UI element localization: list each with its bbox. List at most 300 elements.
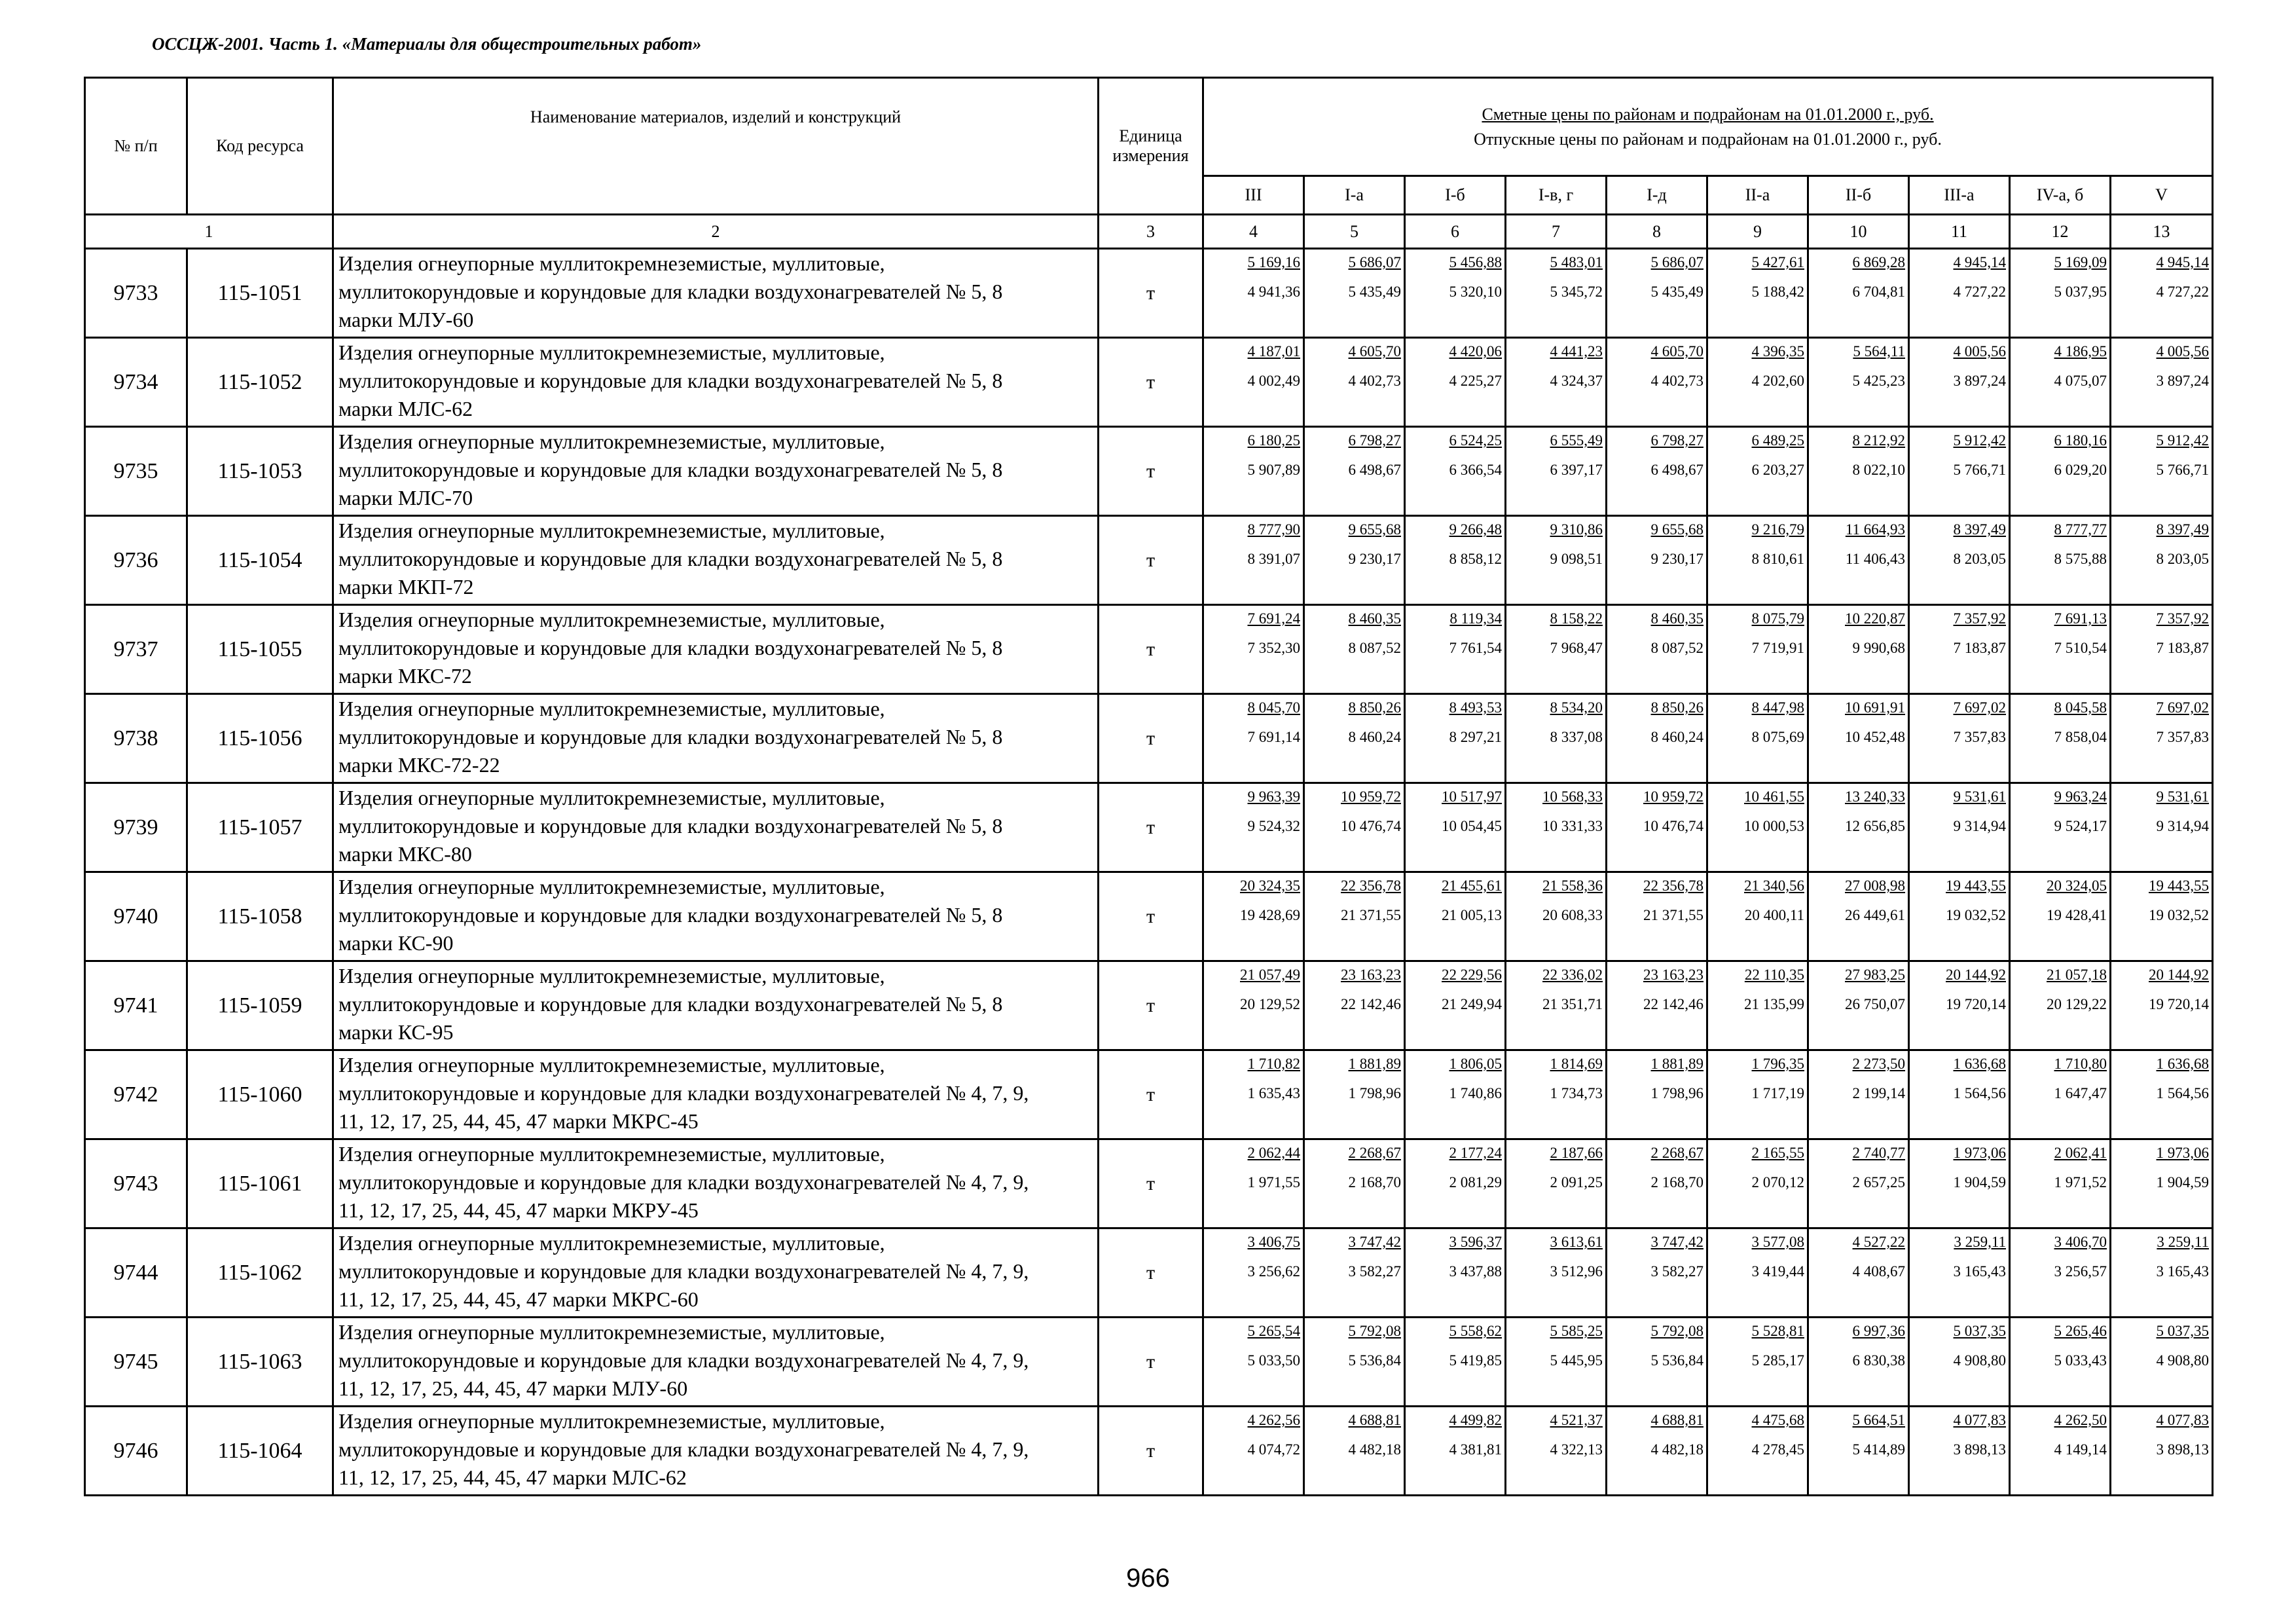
price-cell [1909, 1407, 2010, 1496]
table-row [85, 872, 2213, 961]
price-cell [1405, 1139, 1506, 1228]
table-row [85, 1050, 2213, 1139]
release-price: 2 168,70 [1650, 1174, 1704, 1190]
estimate-price: 4 262,56 [1247, 1412, 1300, 1428]
estimate-price: 8 534,20 [1550, 699, 1603, 716]
price-cell [1203, 338, 1304, 427]
region-header: III-а [1909, 176, 2010, 215]
estimate-price: 5 912,42 [2156, 432, 2210, 449]
price-cell [1405, 249, 1506, 338]
price-cell [2111, 605, 2213, 694]
release-price: 8 858,12 [1449, 551, 1502, 567]
price-cell [2010, 1139, 2111, 1228]
release-price: 20 129,22 [2047, 996, 2107, 1012]
release-price: 8 297,21 [1449, 729, 1502, 745]
release-price: 5 435,49 [1348, 284, 1401, 300]
row-number: 9743 [85, 1139, 187, 1228]
estimate-price: 7 697,02 [2156, 699, 2210, 716]
estimate-price: 19 443,55 [2149, 877, 2210, 894]
resource-code: 115-1064 [187, 1407, 333, 1496]
table-row [85, 1139, 2213, 1228]
price-cell [1304, 1407, 1405, 1496]
unit-of-measure: т [1099, 1139, 1203, 1228]
estimate-price: 4 420,06 [1449, 343, 1502, 360]
unit-of-measure: т [1099, 1318, 1203, 1407]
price-cell [1506, 1407, 1607, 1496]
release-price: 9 230,17 [1650, 551, 1704, 567]
price-cell [2010, 1318, 2111, 1407]
estimate-price: 27 008,98 [1845, 877, 1905, 894]
release-price: 5 414,89 [1852, 1441, 1905, 1458]
price-cell [1707, 694, 1808, 783]
estimate-price: 5 037,35 [2156, 1323, 2210, 1339]
estimate-price: 2 062,41 [2054, 1145, 2107, 1161]
estimate-price: 6 180,25 [1247, 432, 1300, 449]
resource-code: 115-1063 [187, 1318, 333, 1407]
estimate-price: 9 531,61 [2156, 788, 2210, 805]
release-price: 12 656,85 [1845, 818, 1905, 834]
material-name [333, 249, 1099, 338]
material-name-line: марки МКС-72 [338, 664, 472, 688]
material-name-line: муллитокорундовые и корундовые для кладки воздухонагревателей № 5, 8 [338, 992, 1003, 1016]
release-price: 4 402,73 [1348, 373, 1401, 389]
price-cell [1405, 694, 1506, 783]
price-cell [1203, 427, 1304, 516]
release-price: 3 897,24 [1953, 373, 2006, 389]
price-cell [1909, 516, 2010, 605]
estimate-price: 4 396,35 [1751, 343, 1804, 360]
release-price: 1 717,19 [1751, 1085, 1804, 1101]
table-row [85, 427, 2213, 516]
estimate-price: 5 585,25 [1550, 1323, 1603, 1339]
release-price: 8 022,10 [1852, 462, 1905, 478]
estimate-price: 6 489,25 [1751, 432, 1804, 449]
price-cell [2111, 516, 2213, 605]
price-cell [1909, 338, 2010, 427]
estimate-price: 22 356,78 [1341, 877, 1401, 894]
region-header: IV-а, б [2010, 176, 2111, 215]
price-cell [2111, 872, 2213, 961]
estimate-price: 1 636,68 [2156, 1056, 2210, 1072]
release-price: 19 720,14 [1946, 996, 2006, 1012]
material-name-line: муллитокорундовые и корундовые для кладки воздухонагревателей № 5, 8 [338, 636, 1003, 659]
row-number: 9739 [85, 783, 187, 872]
region-header: I-б [1405, 176, 1506, 215]
release-price: 4 482,18 [1650, 1441, 1704, 1458]
estimate-price: 4 945,14 [1953, 254, 2006, 270]
release-price: 2 168,70 [1348, 1174, 1401, 1190]
release-price: 4 322,13 [1550, 1441, 1603, 1458]
material-name-line: муллитокорундовые и корундовые для кладки воздухонагревателей № 4, 7, 9, [338, 1081, 1029, 1105]
material-name-line: марки МЛУ-60 [338, 308, 474, 331]
price-cell [2010, 338, 2111, 427]
estimate-price: 4 077,83 [2156, 1412, 2210, 1428]
material-name-line: 11, 12, 17, 25, 44, 45, 47 марки МКРС-60 [338, 1287, 699, 1311]
release-price: 8 075,69 [1751, 729, 1804, 745]
column-number: 10 [1808, 215, 1909, 249]
release-price: 4 324,37 [1550, 373, 1603, 389]
release-price: 8 337,08 [1550, 729, 1603, 745]
estimate-price: 7 697,02 [1953, 699, 2006, 716]
material-name-line: Изделия огнеупорные муллитокремнеземистые, муллитовые, [338, 1142, 885, 1166]
release-price: 10 476,74 [1341, 818, 1401, 834]
material-name-line: муллитокорундовые и корундовые для кладки воздухонагревателей № 4, 7, 9, [338, 1259, 1029, 1283]
estimate-price: 21 340,56 [1744, 877, 1804, 894]
material-name-line: Изделия огнеупорные муллитокремнеземистые, муллитовые, [338, 1231, 885, 1255]
material-name [333, 338, 1099, 427]
price-cell [1203, 516, 1304, 605]
estimate-price: 10 220,87 [1845, 610, 1905, 627]
price-cell [1203, 872, 1304, 961]
price-cell [1607, 961, 1707, 1050]
estimate-price: 21 558,36 [1542, 877, 1603, 894]
release-price: 4 149,14 [2054, 1441, 2107, 1458]
price-cell [1909, 872, 2010, 961]
release-price: 9 098,51 [1550, 551, 1603, 567]
price-cell [1607, 1228, 1707, 1318]
column-header-name: Наименование материалов, изделий и конструкций [333, 78, 1099, 215]
estimate-price: 1 710,82 [1247, 1056, 1300, 1072]
price-cell [1808, 427, 1909, 516]
column-number: 7 [1506, 215, 1607, 249]
price-cell [1707, 872, 1808, 961]
estimate-price: 8 850,26 [1650, 699, 1704, 716]
price-cell [1304, 872, 1405, 961]
material-name [333, 872, 1099, 961]
price-cell [1506, 427, 1607, 516]
release-price: 5 033,50 [1247, 1352, 1300, 1369]
release-price: 7 510,54 [2054, 640, 2107, 656]
column-header-unit: Единица измерения [1099, 78, 1203, 215]
material-name-line: Изделия огнеупорные муллитокремнеземистые, муллитовые, [338, 786, 885, 809]
price-cell [1808, 1228, 1909, 1318]
release-price: 6 498,67 [1348, 462, 1401, 478]
column-number: 3 [1099, 215, 1203, 249]
price-cell [1607, 249, 1707, 338]
estimate-price: 1 973,06 [2156, 1145, 2210, 1161]
column-number: 2 [333, 215, 1099, 249]
estimate-price: 4 521,37 [1550, 1412, 1603, 1428]
price-cell [2111, 783, 2213, 872]
price-cell [1607, 1318, 1707, 1407]
estimate-price: 1 881,89 [1348, 1056, 1401, 1072]
unit-of-measure: т [1099, 338, 1203, 427]
estimate-price: 7 691,24 [1247, 610, 1300, 627]
price-cell [1808, 1050, 1909, 1139]
column-number: 8 [1607, 215, 1707, 249]
price-cell [1506, 694, 1607, 783]
release-price: 1 635,43 [1247, 1085, 1300, 1101]
price-cell [1707, 1228, 1808, 1318]
estimate-price: 4 527,22 [1852, 1234, 1905, 1250]
release-price: 5 425,23 [1852, 373, 1905, 389]
release-price: 6 498,67 [1650, 462, 1704, 478]
price-cell [1707, 516, 1808, 605]
price-cell [2111, 427, 2213, 516]
column-number: 12 [2010, 215, 2111, 249]
price-cell [1304, 694, 1405, 783]
release-price: 2 081,29 [1449, 1174, 1502, 1190]
estimate-price: 3 259,11 [2157, 1234, 2210, 1250]
estimate-price: 9 655,68 [1348, 521, 1401, 538]
material-name-line: 11, 12, 17, 25, 44, 45, 47 марки МКРС-45 [338, 1109, 699, 1133]
table-row [85, 1407, 2213, 1496]
material-name-line: Изделия огнеупорные муллитокремнеземистые, муллитовые, [338, 519, 885, 542]
release-price: 1 971,55 [1247, 1174, 1300, 1190]
price-cell [1506, 249, 1607, 338]
region-header: II-а [1707, 176, 1808, 215]
price-cell [1405, 872, 1506, 961]
release-price: 26 449,61 [1845, 907, 1905, 923]
unit-of-measure: т [1099, 961, 1203, 1050]
estimate-price: 2 268,67 [1348, 1145, 1401, 1161]
row-number: 9733 [85, 249, 187, 338]
price-cell [1909, 427, 2010, 516]
material-name-line: муллитокорундовые и корундовые для кладки воздухонагревателей № 5, 8 [338, 458, 1003, 481]
row-number: 9736 [85, 516, 187, 605]
release-price: 5 419,85 [1449, 1352, 1502, 1369]
estimate-price: 8 158,22 [1550, 610, 1603, 627]
release-price: 1 564,56 [2156, 1085, 2210, 1101]
release-price: 8 810,61 [1751, 551, 1804, 567]
estimate-price: 4 005,56 [1953, 343, 2006, 360]
page-number: 966 [1126, 1564, 1170, 1593]
estimate-price: 6 798,27 [1650, 432, 1704, 449]
column-number: 1 [85, 215, 333, 249]
price-cell [2010, 872, 2111, 961]
price-cell [1707, 338, 1808, 427]
release-price: 19 032,52 [1946, 907, 2006, 923]
estimate-price: 1 796,35 [1751, 1056, 1804, 1072]
estimate-price: 8 493,53 [1449, 699, 1502, 716]
region-header: III [1203, 176, 1304, 215]
estimate-price: 5 265,54 [1247, 1323, 1300, 1339]
price-cell [2111, 1050, 2213, 1139]
release-price: 6 397,17 [1550, 462, 1603, 478]
estimate-price: 5 792,08 [1650, 1323, 1704, 1339]
release-price: 4 202,60 [1751, 373, 1804, 389]
table-row [85, 605, 2213, 694]
material-name-line: Изделия огнеупорные муллитокремнеземистые, муллитовые, [338, 875, 885, 898]
estimate-price: 5 169,16 [1247, 254, 1300, 270]
row-number: 9734 [85, 338, 187, 427]
material-name-line: муллитокорундовые и корундовые для кладки воздухонагревателей № 5, 8 [338, 547, 1003, 570]
column-number: 9 [1707, 215, 1808, 249]
material-name-line: муллитокорундовые и корундовые для кладки воздухонагревателей № 5, 8 [338, 903, 1003, 927]
estimate-price: 5 564,11 [1853, 343, 1905, 360]
estimate-price: 22 229,56 [1442, 967, 1502, 983]
release-price: 6 203,27 [1751, 462, 1804, 478]
price-cell [2111, 1139, 2213, 1228]
price-cell [1707, 961, 1808, 1050]
price-cell [1909, 961, 2010, 1050]
price-cell [1707, 249, 1808, 338]
release-price: 8 087,52 [1650, 640, 1704, 656]
price-cell [2010, 783, 2111, 872]
release-price: 5 766,71 [2156, 462, 2210, 478]
estimate-price: 7 691,13 [2054, 610, 2107, 627]
column-number: 6 [1405, 215, 1506, 249]
resource-code: 115-1057 [187, 783, 333, 872]
price-cell [1808, 694, 1909, 783]
release-price: 1 564,56 [1953, 1085, 2006, 1101]
region-header: I-в, г [1506, 176, 1607, 215]
price-cell [1707, 1139, 1808, 1228]
release-price: 3 512,96 [1550, 1263, 1603, 1280]
price-cell [1707, 1407, 1808, 1496]
release-price: 8 087,52 [1348, 640, 1401, 656]
release-price: 10 476,74 [1643, 818, 1704, 834]
estimate-price: 8 460,35 [1650, 610, 1704, 627]
material-name-line: 11, 12, 17, 25, 44, 45, 47 марки МЛУ-60 [338, 1376, 688, 1400]
estimate-price: 8 212,92 [1852, 432, 1905, 449]
release-price: 8 460,24 [1650, 729, 1704, 745]
estimate-price: 20 324,05 [2047, 877, 2107, 894]
estimate-price: 4 605,70 [1348, 343, 1401, 360]
price-cell [2111, 694, 2213, 783]
release-price: 5 445,95 [1550, 1352, 1603, 1369]
material-name [333, 1318, 1099, 1407]
material-name [333, 516, 1099, 605]
estimate-price: 5 456,88 [1449, 254, 1502, 270]
release-price: 1 740,86 [1449, 1085, 1502, 1101]
material-name [333, 783, 1099, 872]
price-cell [1506, 1228, 1607, 1318]
price-cell [1607, 783, 1707, 872]
price-cell [1808, 605, 1909, 694]
release-price: 19 428,69 [1240, 907, 1300, 923]
column-number: 13 [2111, 215, 2213, 249]
estimate-price: 5 686,07 [1348, 254, 1401, 270]
region-header: I-д [1607, 176, 1707, 215]
release-price: 21 351,71 [1542, 996, 1603, 1012]
material-name-line: марки КС-90 [338, 931, 454, 955]
release-price: 2 199,14 [1852, 1085, 1905, 1101]
price-cell [1707, 783, 1808, 872]
release-price: 4 482,18 [1348, 1441, 1401, 1458]
table-row [85, 694, 2213, 783]
price-cell [1607, 694, 1707, 783]
price-cell [1203, 1050, 1304, 1139]
row-number: 9746 [85, 1407, 187, 1496]
table-row [85, 783, 2213, 872]
price-cell [1607, 872, 1707, 961]
column-number: 4 [1203, 215, 1304, 249]
release-price: 8 460,24 [1348, 729, 1401, 745]
price-cell [1304, 338, 1405, 427]
estimate-price: 2 273,50 [1852, 1056, 1905, 1072]
release-price: 2 070,12 [1751, 1174, 1804, 1190]
price-cell [1909, 1318, 2010, 1407]
material-name-line: муллитокорундовые и корундовые для кладки воздухонагревателей № 4, 7, 9, [338, 1170, 1029, 1194]
release-price: 5 345,72 [1550, 284, 1603, 300]
material-name-line: Изделия огнеупорные муллитокремнеземистые, муллитовые, [338, 430, 885, 453]
price-cell [1607, 605, 1707, 694]
column-header-code: Код ресурса [187, 78, 333, 215]
estimate-price: 6 798,27 [1348, 432, 1401, 449]
column-number: 5 [1304, 215, 1405, 249]
release-price: 19 720,14 [2149, 996, 2210, 1012]
estimate-price: 9 216,79 [1751, 521, 1804, 538]
material-name [333, 605, 1099, 694]
estimate-price: 1 636,68 [1953, 1056, 2006, 1072]
release-price: 19 032,52 [2149, 907, 2210, 923]
estimate-price: 9 655,68 [1650, 521, 1704, 538]
resource-code: 115-1052 [187, 338, 333, 427]
price-cell [1405, 1228, 1506, 1318]
release-price: 20 400,11 [1744, 907, 1804, 923]
release-price: 8 203,05 [2156, 551, 2210, 567]
estimate-price: 3 747,42 [1650, 1234, 1704, 1250]
estimate-price: 5 664,51 [1852, 1412, 1905, 1428]
price-cell [1707, 605, 1808, 694]
release-prices-title: Отпускные цены по районам и подрайонам на 01.01.2000 г., руб. [1474, 129, 1942, 149]
resource-code: 115-1058 [187, 872, 333, 961]
release-price: 6 704,81 [1852, 284, 1905, 300]
release-price: 5 188,42 [1751, 284, 1804, 300]
release-price: 10 452,48 [1845, 729, 1905, 745]
release-price: 4 941,36 [1247, 284, 1300, 300]
release-price: 3 898,13 [2156, 1441, 2210, 1458]
column-number-row [85, 215, 2213, 249]
estimate-price: 2 740,77 [1852, 1145, 1905, 1161]
estimate-price: 8 045,58 [2054, 699, 2107, 716]
release-price: 6 830,38 [1852, 1352, 1905, 1369]
release-price: 3 898,13 [1953, 1441, 2006, 1458]
table-row [85, 1318, 2213, 1407]
table-row [85, 249, 2213, 338]
price-cell [1808, 1139, 1909, 1228]
column-number: 11 [1909, 215, 2010, 249]
price-cell [1506, 1139, 1607, 1228]
estimate-price: 6 869,28 [1852, 254, 1905, 270]
estimate-price: 5 483,01 [1550, 254, 1603, 270]
release-price: 3 582,27 [1348, 1263, 1401, 1280]
estimate-price: 5 265,46 [2054, 1323, 2107, 1339]
price-cell [1304, 1139, 1405, 1228]
estimate-price: 10 461,55 [1744, 788, 1804, 805]
estimate-price: 3 406,75 [1247, 1234, 1300, 1250]
price-cell [1909, 1228, 2010, 1318]
table-body [85, 249, 2213, 1496]
estimate-price: 22 336,02 [1542, 967, 1603, 983]
row-number: 9741 [85, 961, 187, 1050]
estimate-price: 21 455,61 [1442, 877, 1502, 894]
release-price: 20 129,52 [1240, 996, 1300, 1012]
material-name-line: Изделия огнеупорные муллитокремнеземистые, муллитовые, [338, 1409, 885, 1433]
release-price: 1 798,96 [1348, 1085, 1401, 1101]
release-price: 8 575,88 [2054, 551, 2107, 567]
estimate-price: 6 555,49 [1550, 432, 1603, 449]
price-cell [1304, 516, 1405, 605]
estimate-prices-title: Сметные цены по районам и подрайонам на 01.01.2000 г., руб. [1482, 104, 1934, 124]
price-cell [1808, 338, 1909, 427]
release-price: 4 075,07 [2054, 373, 2107, 389]
row-number: 9744 [85, 1228, 187, 1318]
price-cell [1203, 1228, 1304, 1318]
estimate-price: 8 119,34 [1449, 610, 1502, 627]
material-name-line: 11, 12, 17, 25, 44, 45, 47 марки МКРУ-45 [338, 1198, 699, 1222]
release-price: 6 029,20 [2054, 462, 2107, 478]
estimate-price: 11 664,93 [1845, 521, 1905, 538]
estimate-price: 5 169,09 [2054, 254, 2107, 270]
estimate-price: 5 686,07 [1650, 254, 1704, 270]
unit-of-measure: т [1099, 1050, 1203, 1139]
release-price: 7 357,83 [1953, 729, 2006, 745]
release-price: 5 285,17 [1751, 1352, 1804, 1369]
resource-code: 115-1056 [187, 694, 333, 783]
release-price: 1 904,59 [1953, 1174, 2006, 1190]
